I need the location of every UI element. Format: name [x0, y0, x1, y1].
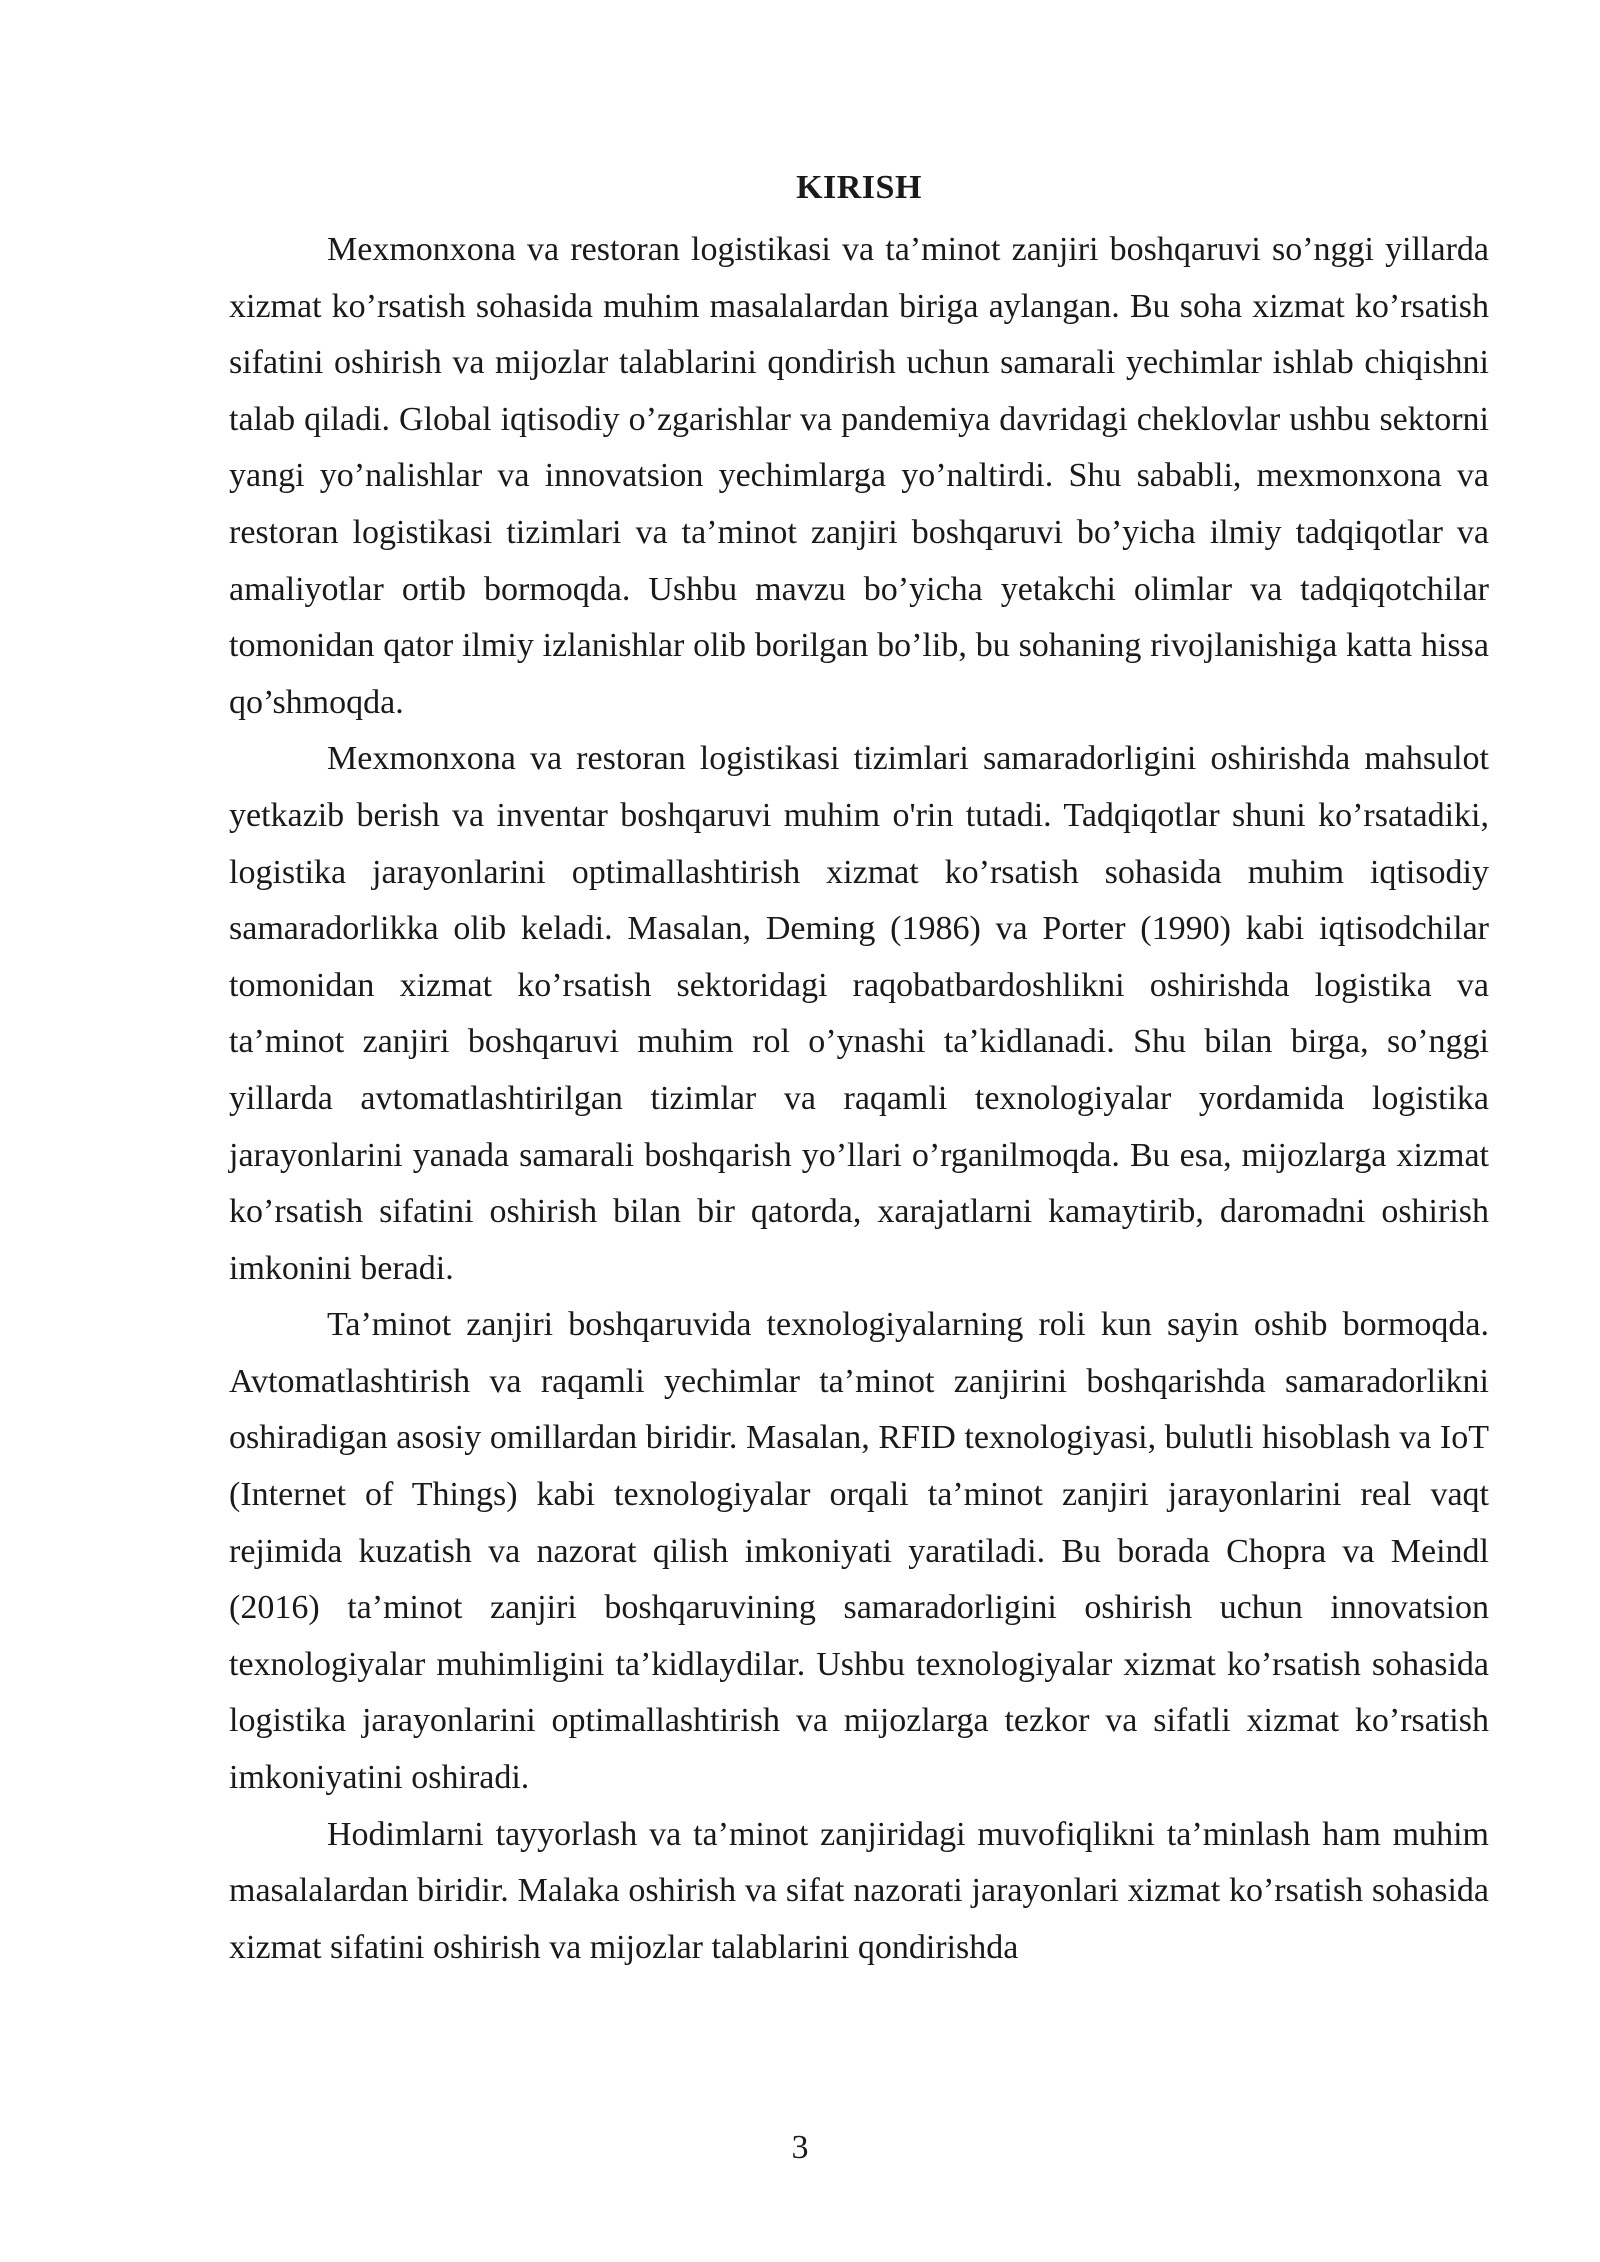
- paragraph-1: Mexmonxona va restoran logistikasi va ta’minot zanjiri boshqaruvi so’nggi yillarda xizmat ko’rsatish sohasida muhim masalalardan biriga aylangan. Bu soha xizmat ko’rsatish sifatini oshirish va mijozlar talablarini qondirish uchun samarali yechimlar ishlab chiqishni talab qiladi. Global iqtisodiy o’zgarishlar va pandemiya davridagi cheklovlar ushbu sektorni yangi yo’nalishlar va innovatsion yechimlarga yo’naltirdi. Shu sababli, mexmonxona va restoran logistikasi tizimlari va ta’minot zanjiri boshqaruvi bo’yicha ilmiy tadqiqotlar va amaliyotlar ortib bormoqda. Ushbu mavzu bo’yicha yetakchi olimlar va tadqiqotchilar tomonidan qator ilmiy izlanishlar olib borilgan bo’lib, bu sohaning rivojlanishiga katta hissa qo’shmoqda.: [229, 231, 1489, 721]
- paragraph-2: Mexmonxona va restoran logistikasi tizimlari samaradorligini oshirishda mahsulot yetkazib berish va inventar boshqaruvi muhim o'rin tutadi. Tadqiqotlar shuni ko’rsatadiki, logistika jarayonlarini optimallashtirish xizmat ko’rsatish sohasida muhim iqtisodiy samaradorlikka olib keladi. Masalan, Deming (1986) va Porter (1990) kabi iqtisodchilar tomonidan xizmat ko’rsatish sektoridagi raqobatbardoshlikni oshirishda logistika va ta’minot zanjiri boshqaruvi muhim rol o’ynashi ta’kidlanadi. Shu bilan birga, so’nggi yillarda avtomatlashtirilgan tizimlar va raqamli texnologiyalar yordamida logistika jarayonlarini yanada samarali boshqarish yo’llari o’rganilmoqda. Bu esa, mijozlarga xizmat ko’rsatish sifatini oshirish bilan bir qatorda, xarajatlarni kamaytirib, daromadni oshirish imkonini beradi.: [229, 740, 1489, 1287]
- paragraph-3: Ta’minot zanjiri boshqaruvida texnologiyalarning roli kun sayin oshib bormoqda. Avtomatlashtirish va raqamli yechimlar ta’minot zanjirini boshqarishda samaradorlikni oshiradigan asosiy omillardan biridir. Masalan, RFID texnologiyasi, bulutli hisoblash va IoT (Internet of Things) kabi texnologiyalar orqali ta’minot zanjiri jarayonlarini real vaqt rejimida kuzatish va nazorat qilish imkoniyati yaratiladi. Bu borada Chopra va Meindl (2016) ta’minot zanjiri boshqaruvining samaradorligini oshirish uchun innovatsion texnologiyalar muhimligini ta’kidlaydilar. Ushbu texnologiyalar xizmat ko’rsatish sohasida logistika jarayonlarini optimallashtirish va mijozlarga tezkor va sifatli xizmat ko’rsatish imkoniyatini oshiradi.: [229, 1306, 1489, 1797]
- document-page: [229, 160, 1489, 1976]
- paragraph-4: Hodimlarni tayyorlash va ta’minot zanjiridagi muvofiqlikni ta’minlash ham muhim masalalardan biridir. Malaka oshirish va sifat nazorati jarayonlari xizmat ko’rsatish sohasida xizmat sifatini oshirish va mijozlar talablarini qondirishda: [229, 1815, 1489, 1966]
- section-title: KIRISH: [796, 169, 922, 206]
- page-number: 3: [791, 2129, 809, 2166]
